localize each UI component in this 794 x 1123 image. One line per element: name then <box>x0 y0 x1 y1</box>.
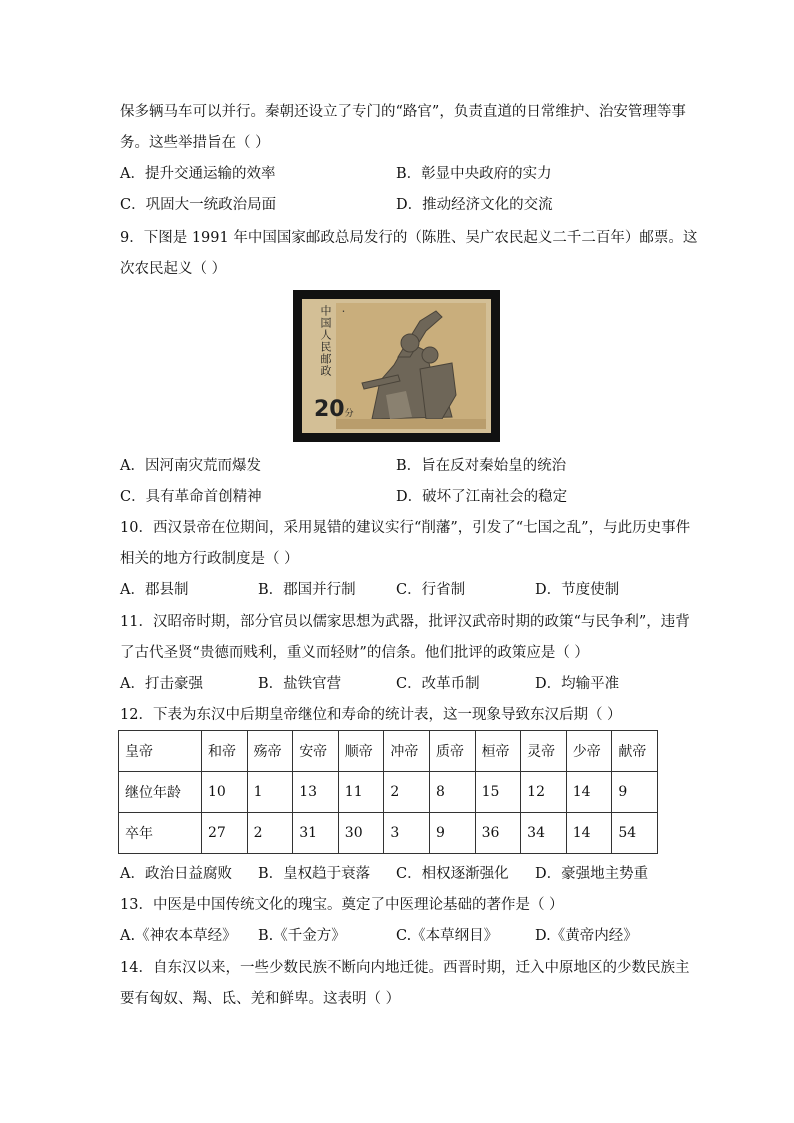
table-cell: 36 <box>475 813 521 854</box>
table-cell: 顺帝 <box>338 731 384 772</box>
table-cell: 13 <box>293 772 339 813</box>
q9-stem-line1: 9．下图是 1991 年中国国家邮政总局发行的（陈胜、吴广农民起义二千二百年）邮票。这 <box>120 230 698 246</box>
q12-option-b[interactable]: B．皇权趋于衰落 <box>258 866 371 882</box>
table-cell: 1 <box>247 772 293 813</box>
emperor-statistics-table <box>118 730 658 854</box>
table-cell: 桓帝 <box>475 731 521 772</box>
table-cell: 10 <box>202 772 248 813</box>
table-cell: 9 <box>612 772 658 813</box>
q11-stem-line1: 11．汉昭帝时期，部分官员以儒家思想为武器，批评汉武帝时期的政策“与民争利”，违背 <box>120 614 690 630</box>
stamp-caption: • <box>342 309 345 315</box>
q13-option-a[interactable]: A.《神农本草经》 <box>120 928 237 944</box>
stamp-face <box>302 299 491 433</box>
q13-stem-line1: 13．中医是中国传统文化的瑰宝。奠定了中医理论基础的著作是（ ） <box>120 897 564 913</box>
q11-option-d[interactable]: D．均输平准 <box>535 676 620 692</box>
table-cell: 34 <box>521 813 567 854</box>
table-cell: 安帝 <box>293 731 339 772</box>
table-cell: 质帝 <box>429 731 475 772</box>
q9-stem-line2: 次农民起义（ ） <box>120 261 227 277</box>
stamp-value-unit: 分 <box>344 409 354 419</box>
table-cell: 30 <box>338 813 384 854</box>
q9-option-a[interactable]: A．因河南灾荒而爆发 <box>120 458 261 474</box>
table-cell: 2 <box>247 813 293 854</box>
table-cell: 11 <box>338 772 384 813</box>
table-cell: 3 <box>384 813 430 854</box>
table-cell: 27 <box>202 813 248 854</box>
table-header-cell: 继位年龄 <box>119 772 202 813</box>
q9-option-d[interactable]: D．破坏了江南社会的稳定 <box>396 489 568 505</box>
table-row <box>119 772 658 813</box>
q12-option-d[interactable]: D．豪强地主势重 <box>535 866 649 882</box>
q8-option-b[interactable]: B．彰显中央政府的实力 <box>396 166 552 182</box>
q11-stem-line2: 了古代圣贤“贵德而贱利，重义而轻财”的信条。他们批评的政策应是（ ） <box>120 645 589 661</box>
q14-stem-line2: 要有匈奴、羯、氐、羌和鲜卑。这表明（ ） <box>120 991 401 1007</box>
q8-option-a[interactable]: A．提升交通运输的效率 <box>120 166 276 182</box>
q8-stem-line1: 保多辆马车可以并行。秦朝还设立了专门的“路官”，负责直道的日常维护、治安管理等事 <box>120 104 686 120</box>
table-cell: 12 <box>521 772 567 813</box>
table-cell: 灵帝 <box>521 731 567 772</box>
q12-stem-line1: 12．下表为东汉中后期皇帝继位和寿命的统计表，这一现象导致东汉后期（ ） <box>120 707 622 723</box>
q8-option-c[interactable]: C．巩固大一统政治局面 <box>120 197 277 213</box>
q11-option-a[interactable]: A．打击豪强 <box>120 676 203 692</box>
table-header-cell: 卒年 <box>119 813 202 854</box>
table-row <box>119 813 658 854</box>
q8-option-d[interactable]: D．推动经济文化的交流 <box>396 197 553 213</box>
q10-option-b[interactable]: B．郡国并行制 <box>258 582 356 598</box>
table-cell: 2 <box>384 772 430 813</box>
q14-stem-line1: 14．自东汉以来，一些少数民族不断向内地迁徙。西晋时期，迁入中原地区的少数民族主 <box>120 960 690 976</box>
q12-option-c[interactable]: C．相权逐渐强化 <box>396 866 509 882</box>
stamp-value-number: 20 <box>314 397 345 422</box>
q8-stem-line2: 务。这些举措旨在（ ） <box>120 135 270 151</box>
stamp-image <box>293 290 500 442</box>
table-cell: 少帝 <box>566 731 612 772</box>
q10-option-c[interactable]: C．行省制 <box>396 582 466 598</box>
table-cell: 和帝 <box>202 731 248 772</box>
table-cell: 54 <box>612 813 658 854</box>
table-cell: 15 <box>475 772 521 813</box>
q10-option-a[interactable]: A．郡县制 <box>120 582 189 598</box>
table-cell: 殇帝 <box>247 731 293 772</box>
q11-option-b[interactable]: B．盐铁官营 <box>258 676 342 692</box>
table-header-cell: 皇帝 <box>119 731 202 772</box>
q13-option-c[interactable]: C.《本草纲目》 <box>396 928 499 944</box>
q10-stem-line1: 10．西汉景帝在位期间，采用晁错的建议实行“削藩”，引发了“七国之乱”，与此历史事件 <box>120 520 691 536</box>
stamp-denomination <box>314 397 354 422</box>
stamp-country-name: 中国人民邮政 <box>319 305 332 377</box>
table-cell: 14 <box>566 813 612 854</box>
q13-option-b[interactable]: B.《千金方》 <box>258 928 346 944</box>
table-cell: 献帝 <box>612 731 658 772</box>
table-cell: 冲帝 <box>384 731 430 772</box>
table-cell: 14 <box>566 772 612 813</box>
q10-stem-line2: 相关的地方行政制度是（ ） <box>120 551 299 567</box>
table-cell: 31 <box>293 813 339 854</box>
q9-option-c[interactable]: C．具有革命首创精神 <box>120 489 262 505</box>
q9-option-b[interactable]: B．旨在反对秦始皇的统治 <box>396 458 567 474</box>
q12-option-a[interactable]: A．政治日益腐败 <box>120 866 232 882</box>
table-cell: 8 <box>429 772 475 813</box>
table-cell: 9 <box>429 813 475 854</box>
table-row <box>119 731 658 772</box>
q10-option-d[interactable]: D．节度使制 <box>535 582 620 598</box>
q11-option-c[interactable]: C．改革币制 <box>396 676 480 692</box>
q13-option-d[interactable]: D.《黄帝内经》 <box>535 928 638 944</box>
